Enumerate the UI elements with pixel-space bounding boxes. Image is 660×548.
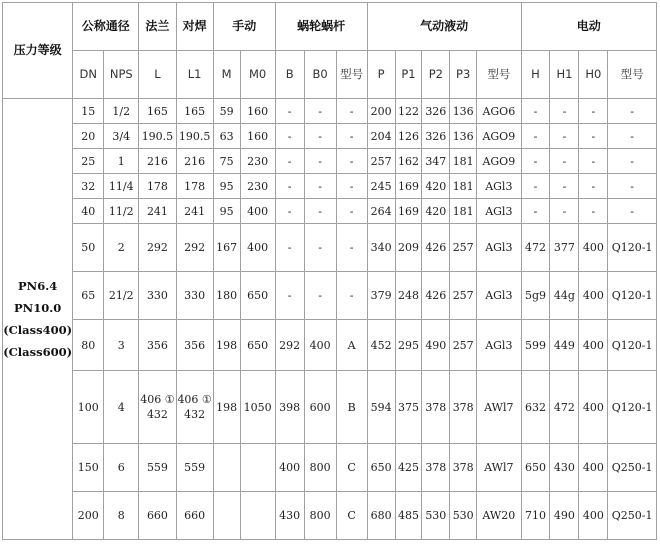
nps-cell: 3 (104, 320, 139, 371)
b0-cell: 800 (304, 492, 336, 540)
p1-cell: 169 (395, 199, 422, 224)
nps-cell: 1/2 (104, 99, 139, 124)
table-row (3, 444, 657, 492)
m0-cell: 400 (240, 224, 275, 272)
subheader-row (3, 51, 657, 99)
m0-cell (240, 492, 275, 540)
pneumatic-model-cell: AW20 (477, 492, 521, 540)
l1-header: L1 (176, 51, 213, 99)
electric-model-cell: - (608, 174, 657, 199)
p1-header: P1 (395, 51, 422, 99)
p-cell: 204 (367, 124, 395, 149)
p1-cell: 209 (395, 224, 422, 272)
b-cell: - (275, 224, 304, 272)
nps-cell: 1 (104, 149, 139, 174)
electric-model-cell: Q120-1 (608, 272, 657, 320)
b-cell: 430 (275, 492, 304, 540)
h-cell: - (521, 124, 550, 149)
dn-cell: 20 (73, 124, 104, 149)
l1-cell: 406 ① 432 (176, 371, 213, 444)
table-row (3, 320, 657, 371)
b-header: B (275, 51, 304, 99)
electric-model-header: 型号 (608, 51, 657, 99)
l-cell: 165 (139, 99, 176, 124)
h-cell: 650 (521, 444, 550, 492)
dn-cell: 50 (73, 224, 104, 272)
dn-cell: 25 (73, 149, 104, 174)
l-cell: 559 (139, 444, 176, 492)
p2-cell: 420 (422, 199, 450, 224)
m-cell: 75 (213, 149, 240, 174)
m-cell (213, 444, 240, 492)
p1-cell: 295 (395, 320, 422, 371)
b0-cell: - (304, 174, 336, 199)
worm-gear-model-cell: - (336, 149, 367, 174)
b0-header: B0 (304, 51, 336, 99)
h1-cell: 490 (550, 492, 579, 540)
h-cell: - (521, 174, 550, 199)
electric-model-cell: - (608, 199, 657, 224)
table-row (3, 174, 657, 199)
p3-cell: 257 (450, 224, 477, 272)
p3-cell: 257 (450, 320, 477, 371)
p-cell: 264 (367, 199, 395, 224)
dn-cell: 65 (73, 272, 104, 320)
worm-gear-model-cell: C (336, 492, 367, 540)
p3-cell: 181 (450, 199, 477, 224)
m-cell: 180 (213, 272, 240, 320)
worm-gear-model-cell: B (336, 371, 367, 444)
l1-cell: 292 (176, 224, 213, 272)
p3-cell: 530 (450, 492, 477, 540)
p-cell: 340 (367, 224, 395, 272)
h1-cell: 472 (550, 371, 579, 444)
l1-cell: 660 (176, 492, 213, 540)
l-cell: 660 (139, 492, 176, 540)
m0-cell: 650 (240, 320, 275, 371)
dn-cell: 150 (73, 444, 104, 492)
h0-cell: - (579, 199, 608, 224)
p2-cell: 426 (422, 272, 450, 320)
l1-cell: 216 (176, 149, 213, 174)
m-cell: 167 (213, 224, 240, 272)
p1-cell: 375 (395, 371, 422, 444)
p2-cell: 426 (422, 224, 450, 272)
electric-model-cell: - (608, 149, 657, 174)
pressure-rating-line: PN10.0 (14, 301, 62, 315)
manual-header: 手动 (213, 3, 275, 51)
pressure-rating-line: (Class400) (3, 323, 73, 337)
pneumatic-model-cell: AGl3 (477, 224, 521, 272)
p2-cell: 326 (422, 99, 450, 124)
p2-cell: 347 (422, 149, 450, 174)
h1-cell: - (550, 149, 579, 174)
m-cell: 95 (213, 174, 240, 199)
p-header: P (367, 51, 395, 99)
h1-cell: - (550, 199, 579, 224)
h1-header: H1 (550, 51, 579, 99)
nps-cell: 21/2 (104, 272, 139, 320)
l1-cell: 178 (176, 174, 213, 199)
m0-cell: 230 (240, 174, 275, 199)
h-cell: 5g9 (521, 272, 550, 320)
m0-cell: 160 (240, 99, 275, 124)
l-cell: 406 ① 432 (139, 371, 176, 444)
b0-cell: - (304, 199, 336, 224)
l-cell: 178 (139, 174, 176, 199)
b0-cell: - (304, 99, 336, 124)
h1-cell: 377 (550, 224, 579, 272)
h0-header: H0 (579, 51, 608, 99)
pneumatic-model-cell: AGO9 (477, 124, 521, 149)
l-cell: 216 (139, 149, 176, 174)
l-header: L (139, 51, 176, 99)
h-cell: 710 (521, 492, 550, 540)
m0-header: M0 (240, 51, 275, 99)
b-cell: - (275, 124, 304, 149)
m-cell (213, 492, 240, 540)
pressure-rating-line: PN6.4 (18, 279, 58, 293)
table-row (3, 124, 657, 149)
p-cell: 680 (367, 492, 395, 540)
pressure-rating-header: 压力等级 (3, 3, 73, 99)
m-header: M (213, 51, 240, 99)
pneumatic-model-cell: AGl3 (477, 272, 521, 320)
electric-model-cell: Q120-1 (608, 320, 657, 371)
dn-header: DN (73, 51, 104, 99)
h0-cell: 400 (579, 272, 608, 320)
h0-cell: 400 (579, 444, 608, 492)
p3-cell: 181 (450, 174, 477, 199)
nps-cell: 8 (104, 492, 139, 540)
m0-cell: 230 (240, 149, 275, 174)
table-body (3, 99, 657, 540)
table-row (3, 492, 657, 540)
b0-cell: - (304, 272, 336, 320)
m-cell: 198 (213, 371, 240, 444)
p2-cell: 378 (422, 444, 450, 492)
b0-cell: 800 (304, 444, 336, 492)
h1-cell: - (550, 174, 579, 199)
b-cell: - (275, 99, 304, 124)
pneumatic-model-header: 型号 (477, 51, 521, 99)
p1-cell: 126 (395, 124, 422, 149)
m-cell: 59 (213, 99, 240, 124)
p3-header: P3 (450, 51, 477, 99)
m0-cell: 400 (240, 199, 275, 224)
p-cell: 257 (367, 149, 395, 174)
b0-cell: 400 (304, 320, 336, 371)
pneumatic-model-cell: AGl3 (477, 199, 521, 224)
nps-cell: 6 (104, 444, 139, 492)
electric-model-cell: Q120-1 (608, 371, 657, 444)
p3-cell: 136 (450, 124, 477, 149)
h1-cell: 449 (550, 320, 579, 371)
m-cell: 95 (213, 199, 240, 224)
h0-cell: 400 (579, 320, 608, 371)
nps-cell: 4 (104, 371, 139, 444)
h-cell: - (521, 199, 550, 224)
worm-gear-model-cell: - (336, 224, 367, 272)
nps-cell: 11/2 (104, 199, 139, 224)
electric-model-cell: - (608, 124, 657, 149)
p2-cell: 420 (422, 174, 450, 199)
h1-cell: 430 (550, 444, 579, 492)
h-cell: 472 (521, 224, 550, 272)
table-row (3, 371, 657, 444)
p3-cell: 257 (450, 272, 477, 320)
h0-cell: - (579, 174, 608, 199)
p1-cell: 248 (395, 272, 422, 320)
l-cell: 190.5 (139, 124, 176, 149)
l1-cell: 559 (176, 444, 213, 492)
m0-cell (240, 444, 275, 492)
dn-cell: 80 (73, 320, 104, 371)
nominal-diameter-header: 公称通径 (73, 3, 139, 51)
table-row (3, 224, 657, 272)
b0-cell: - (304, 124, 336, 149)
pneumatic-model-cell: AGl3 (477, 174, 521, 199)
p2-header: P2 (422, 51, 450, 99)
b-cell: 398 (275, 371, 304, 444)
worm-gear-model-cell: - (336, 272, 367, 320)
nps-cell: 3/4 (104, 124, 139, 149)
p3-cell: 378 (450, 371, 477, 444)
b0-cell: 600 (304, 371, 336, 444)
dn-cell: 32 (73, 174, 104, 199)
b0-cell: - (304, 224, 336, 272)
header-row (3, 3, 657, 51)
pneumatic-model-cell: AGO6 (477, 99, 521, 124)
table-row (3, 199, 657, 224)
p1-cell: 425 (395, 444, 422, 492)
pressure-rating-line: (Class600) (3, 345, 73, 359)
b-cell: 400 (275, 444, 304, 492)
worm-gear-model-cell: - (336, 174, 367, 199)
h-cell: 599 (521, 320, 550, 371)
worm-gear-model-header: 型号 (336, 51, 367, 99)
pneumatic-model-cell: AWl7 (477, 444, 521, 492)
l-cell: 292 (139, 224, 176, 272)
electric-header: 电动 (521, 3, 656, 51)
l1-cell: 190.5 (176, 124, 213, 149)
h0-cell: - (579, 124, 608, 149)
l1-cell: 241 (176, 199, 213, 224)
l-cell: 330 (139, 272, 176, 320)
p3-cell: 181 (450, 149, 477, 174)
dn-cell: 15 (73, 99, 104, 124)
nps-cell: 11/4 (104, 174, 139, 199)
h0-cell: - (579, 99, 608, 124)
nps-cell: 2 (104, 224, 139, 272)
pneumatic-model-cell: AGO9 (477, 149, 521, 174)
p-cell: 650 (367, 444, 395, 492)
b-cell: - (275, 272, 304, 320)
m0-cell: 650 (240, 272, 275, 320)
p-cell: 379 (367, 272, 395, 320)
p3-cell: 136 (450, 99, 477, 124)
p-cell: 245 (367, 174, 395, 199)
table-row (3, 272, 657, 320)
h-cell: - (521, 99, 550, 124)
nps-header: NPS (104, 51, 139, 99)
worm-gear-model-cell: - (336, 199, 367, 224)
l1-cell: 330 (176, 272, 213, 320)
h0-cell: 400 (579, 492, 608, 540)
p3-cell: 378 (450, 444, 477, 492)
worm-gear-model-cell: - (336, 99, 367, 124)
pneumatic-model-cell: AGl3 (477, 320, 521, 371)
worm-gear-header: 蜗轮蜗杆 (275, 3, 367, 51)
p1-cell: 485 (395, 492, 422, 540)
p1-cell: 169 (395, 174, 422, 199)
pressure-rating-cell (3, 99, 73, 540)
butt-weld-header: 对焊 (176, 3, 213, 51)
worm-gear-model-cell: A (336, 320, 367, 371)
pneumatic-hydraulic-header: 气动液动 (367, 3, 521, 51)
b-cell: - (275, 174, 304, 199)
flange-header: 法兰 (139, 3, 176, 51)
m-cell: 63 (213, 124, 240, 149)
p-cell: 200 (367, 99, 395, 124)
b0-cell: - (304, 149, 336, 174)
l-cell: 241 (139, 199, 176, 224)
dn-cell: 100 (73, 371, 104, 444)
electric-model-cell: Q250-1 (608, 444, 657, 492)
p2-cell: 326 (422, 124, 450, 149)
b-cell: 292 (275, 320, 304, 371)
electric-model-cell: Q120-1 (608, 224, 657, 272)
p2-cell: 490 (422, 320, 450, 371)
p2-cell: 530 (422, 492, 450, 540)
h1-cell: 44g (550, 272, 579, 320)
h1-cell: - (550, 124, 579, 149)
h-cell: 632 (521, 371, 550, 444)
p2-cell: 378 (422, 371, 450, 444)
h0-cell: 400 (579, 371, 608, 444)
h0-cell: 400 (579, 224, 608, 272)
valve-dimension-table (2, 2, 657, 540)
table-row (3, 149, 657, 174)
table-row (3, 99, 657, 124)
electric-model-cell: - (608, 99, 657, 124)
l1-cell: 165 (176, 99, 213, 124)
p1-cell: 162 (395, 149, 422, 174)
m0-cell: 160 (240, 124, 275, 149)
dn-cell: 200 (73, 492, 104, 540)
h-header: H (521, 51, 550, 99)
p1-cell: 122 (395, 99, 422, 124)
h-cell: - (521, 149, 550, 174)
pneumatic-model-cell: AWl7 (477, 371, 521, 444)
l-cell: 356 (139, 320, 176, 371)
b-cell: - (275, 149, 304, 174)
m0-cell: 1050 (240, 371, 275, 444)
h0-cell: - (579, 149, 608, 174)
b-cell: - (275, 199, 304, 224)
worm-gear-model-cell: - (336, 124, 367, 149)
dn-cell: 40 (73, 199, 104, 224)
p-cell: 452 (367, 320, 395, 371)
m-cell: 198 (213, 320, 240, 371)
h1-cell: - (550, 99, 579, 124)
electric-model-cell: Q250-1 (608, 492, 657, 540)
worm-gear-model-cell: C (336, 444, 367, 492)
l1-cell: 356 (176, 320, 213, 371)
p-cell: 594 (367, 371, 395, 444)
